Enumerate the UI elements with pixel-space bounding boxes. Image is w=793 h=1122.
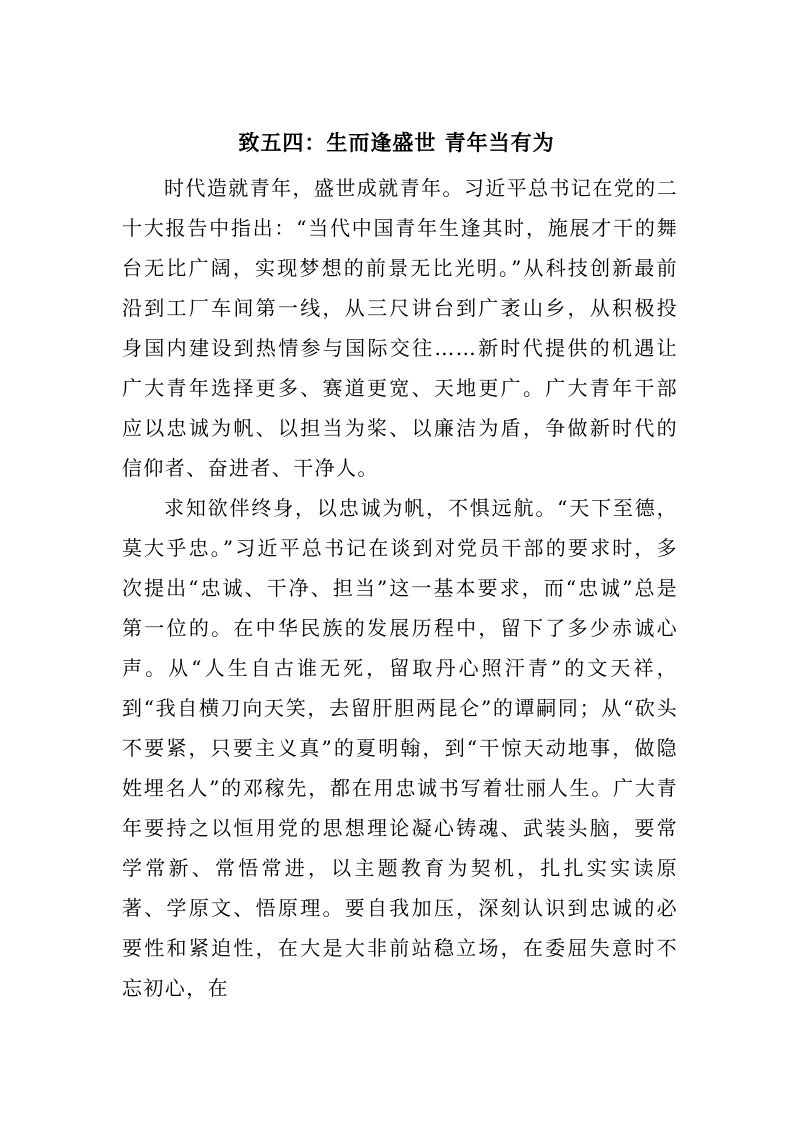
paragraph-1: 时代造就青年，盛世成就青年。习近平总书记在党的二十大报告中指出：“当代中国青年生逢其时，施展才干的舞台无比广阔，实现梦想的前景无比光明。”从科技创新最前沿到工厂车间第一线，从三尺讲台到广袤山乡，从积极投身国内建设到热情参与国际交往……新时代提供的机遇让广大青年选择更多、赛道更宽、天地更广。广大青年干部应以忠诚为帆、以担当为桨、以廉洁为盾，争做新时代的信仰者、奋进者、干净人。 (122, 176, 678, 480)
paragraph-2: 求知欲伴终身，以忠诚为帆，不惧远航。“天下至德，莫大乎忠。”习近平总书记在谈到对党员干部的要求时，多次提出“忠诚、干净、担当”这一基本要求，而“忠诚”总是第一位的。在中华民族的发展历程中，留下了多少赤诚心声。从“人生自古谁无死，留取丹心照汗青”的文天祥，到“我自横刀向天笑，去留肝胆两昆仑”的谭嗣同；从“砍头不要紧，只要主义真”的夏明翰，到“干惊天动地事，做隐姓埋名人”的邓稼先，都在用忠诚书写着壮丽人生。广大青年要持之以恒用党的思想理论凝心铸魂、武装头脑，要常学常新、常悟常进，以主题教育为契机，扎扎实实读原著、学原文、悟原理。要自我加压，深刻认识到忠诚的必要性和紧迫性，在大是大非前站稳立场，在委屈失意时不忘初心，在 (122, 496, 678, 1000)
document-title: 致五四：生而逢盛世 青年当有为 (238, 130, 555, 155)
document-body (122, 168, 678, 1008)
